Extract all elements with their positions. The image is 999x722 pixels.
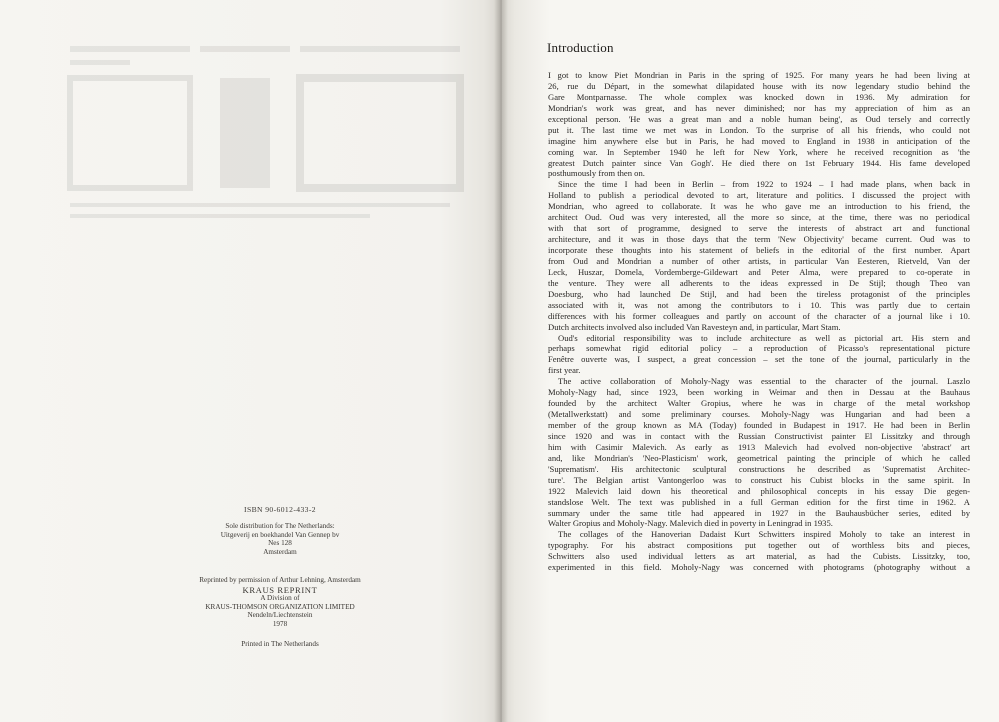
text-line: greatest Dutch painter since Van Gogh'. He died there on 1st February 1944. His fame developed: [548, 157, 970, 168]
reprint-permission: Reprinted by permission of Arthur Lehning, Amsterdam: [199, 576, 361, 584]
text-line: experimented in this field. Moholy-Nagy was concerned with photograms (photography without a: [548, 562, 970, 573]
text-line: Mondrian's work was great, and has never diminished; nor has my appreciation of him as an: [548, 102, 970, 113]
text-line: since 1920 and was in contact with the Russian Constructivist painter El Lissitzky and through: [548, 430, 970, 441]
text-line: 'Suprematism'. His architectonic sculptural constructions he described as 'Suprematist Architec-: [548, 463, 970, 474]
reprint-publisher: KRAUS REPRINT: [242, 584, 318, 595]
text-line: Dutch architects involved also included Van Ravesteyn and, in particular, Mart Stam.: [548, 321, 841, 332]
text-line: typography. For his abstract compositions put together out of worthless bits and pieces,: [548, 540, 970, 551]
isbn: ISBN 90-6012-433-2: [244, 505, 316, 514]
text-line: associated with it, was not among the contributors to i 10. This was partly due to certain: [548, 299, 970, 310]
text-line: Mondrian, who agreed to collaborate. It was he who gave me an introduction to his friend, the: [548, 201, 970, 212]
text-line: the venture. They were all adherents to the ideas expressed in De Stijl; though Theo van: [548, 277, 970, 288]
text-line: 26, rue du Départ, in the somewhat dilapidated house with its now legendary studio behind the: [548, 80, 970, 91]
text-line: first year.: [548, 365, 581, 376]
text-line: I got to know Piet Mondrian in Paris in the spring of 1925. For many years he had been living at: [548, 70, 970, 80]
text-line: Since the time I had been in Berlin – from 1922 to 1924 – I had made plans, when back in: [558, 179, 970, 190]
text-line: from Oud and Mondrian a number of other artists, in particular Van Eesteren, Rietveld, Van der: [548, 255, 970, 266]
reprint-notice: Reprinted by permission of Arthur Lehning, Amsterdam KRAUS REPRINT A Division of KRAUS-THOMSON ORGANIZATION LIMITED Nendeln/Liechtenstein 1978: [150, 576, 410, 629]
text-line: him with Casimir Malevich. As early as 1913 Malevich had evolved non-objective 'abstract' art: [548, 441, 970, 452]
text-line: The active collaboration of Moholy-Nagy was essential to the character of the journal. Laszlo: [558, 376, 970, 387]
text-line: The collages of the Hanoverian Dadaist Kurt Schwitters inspired Moholy to take an interest in: [558, 529, 970, 540]
text-line: exceptional person. 'He was a great man and a noble human being', as Oud tersely and correctly: [548, 113, 970, 124]
show-through-ghost: [60, 38, 495, 248]
text-line: incorporate these thoughts into his statement of beliefs in the editorial of the first number. Apart: [548, 245, 970, 255]
text-line: standslose Welt. The text was published in a full German edition for the first time in 1962. A: [548, 496, 970, 507]
text-line: architect Oud. Oud was very interested, all the more so since, at the time, there was no periodical: [548, 212, 970, 223]
text-line: summary under the same title had appeared in 1927 in the Bauhausbücher series, edited by: [548, 507, 970, 518]
text-line: Schwitters also used individual letters as art material, as had the Cubists. Lissitzky, too,: [548, 551, 970, 562]
text-line: imagine him anywhere else but in Paris, he had moved to England in 1938 in anticipation of the: [548, 135, 970, 146]
distribution-note: Sole distribution for The Netherlands: Uitgeverij en boekhandel Van Gennep bv Nes 128 Amsterdam: [220, 522, 340, 556]
text-line: put it. The last time we met was in London. To the surprise of all his friends, who could not: [548, 124, 970, 135]
printed-in: Printed in The Netherlands: [241, 640, 319, 648]
text-line: Oud's editorial responsibility was to include architecture as well as pictorial art. His stern and: [558, 332, 970, 343]
text-line: Doesburg, who had launched De Stijl, and had been the tireless protagonist of the principles: [548, 288, 970, 299]
text-line: differences with his former colleagues and partly on account of the character of a journal like i 10.: [548, 310, 970, 321]
text-line: Leck, Huszar, Domela, Vordemberge-Gildewart and Peter Alma, were prepared to co-operate in: [548, 266, 970, 277]
text-line: ture'. The Belgian artist Vantongerloo was to construct his Cubist blocks in the same spirit. In: [548, 474, 970, 485]
text-line: and, like Mondrian's 'Neo-Plasticism' work, geometrical painting the principle of which he called: [548, 452, 970, 463]
text-line: posthumously from then on.: [548, 168, 645, 179]
text-line: 1922 Malevich laid down his theoretical and philosophical concepts in his essay Die gegen-: [548, 485, 970, 496]
text-line: (Metallwerkstatt) and some preliminary courses. Moholy-Nagy was Hungarian and had been a: [548, 409, 970, 420]
text-line: perhaps somewhat rigid editorial policy – a reproduction of Picasso's representational picture: [548, 343, 970, 354]
text-line: Walter Gropius and Moholy-Nagy. Malevich died in poverty in Leningrad in 1935.: [548, 518, 833, 529]
text-line: with that sort of programme, designed to serve the interests of abstract art and functional: [548, 223, 970, 234]
text-line: Holland to publish a periodical devoted to art, literature and politics. I discussed the project with: [548, 190, 970, 201]
book-gutter: [494, 0, 508, 722]
introduction-body: [548, 70, 970, 573]
text-line: architecture, and it was in those days that the term 'New Objectivity' became current. Oud was to: [548, 234, 970, 245]
text-line: Fenêtre ouverte was, I suspect, a great concession – set the tone of the journal, particularly in the: [548, 354, 970, 365]
text-line: coming war. In September 1940 he left for New York, where he received recognition as 'the: [548, 146, 970, 157]
text-line: member of the group known as MA (Today) founded in Budapest in 1917. He had been in Berlin: [548, 420, 970, 430]
text-line: Moholy-Nagy had, since 1923, been working in Weimar and then in Dessau at the Bauhaus: [548, 387, 970, 398]
page-title: Introduction: [547, 40, 614, 55]
text-line: founded by the architect Walter Gropius, where he was in charge of the metal workshop: [548, 398, 970, 409]
text-line: Gare Montparnasse. The whole complex was knocked down in 1936. My admiration for: [548, 91, 970, 102]
